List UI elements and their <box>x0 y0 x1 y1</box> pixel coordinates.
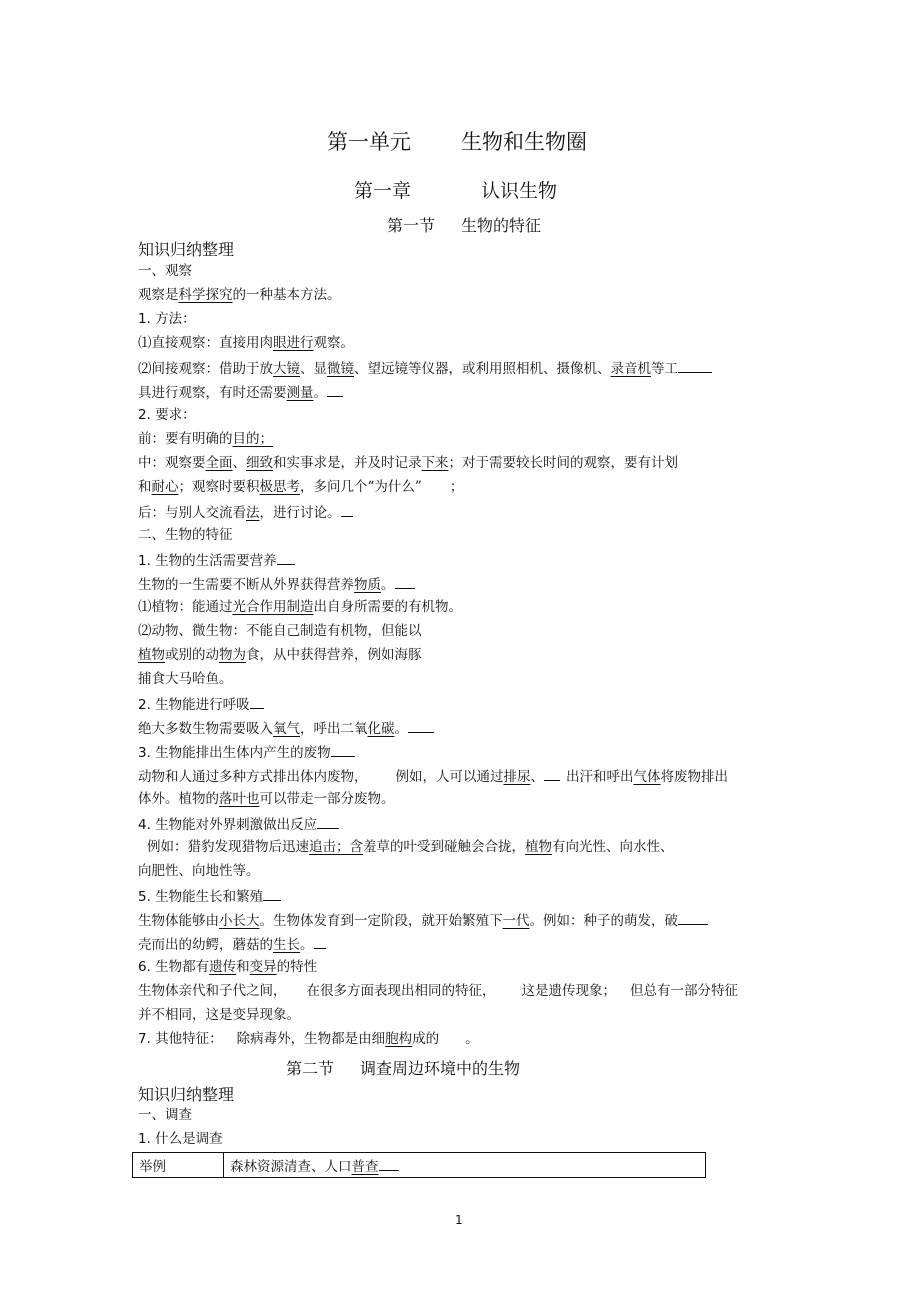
filled-blank: 目的； <box>232 431 273 447</box>
text: 1. 方法： <box>138 311 196 327</box>
filled-blank: 化碳 <box>367 721 395 737</box>
filled-blank: 遗传 <box>209 959 237 975</box>
line-nutrition <box>138 574 415 594</box>
section2-number: 第二节 <box>286 1059 335 1078</box>
text: 。 <box>313 385 327 401</box>
text: 体外。植物的 <box>138 791 219 807</box>
text: 动物和人通过多种方式排出体内废物， <box>138 769 368 785</box>
line-features-header: 二、生物的特征 <box>138 527 233 543</box>
section1-number: 第一节 <box>387 216 436 235</box>
text: 、 <box>232 455 246 471</box>
filled-blank: 落叶也 <box>219 791 260 807</box>
page-number: 1 <box>455 1213 463 1227</box>
text: 。例如：种子的萌发，破 <box>529 913 678 929</box>
line-heredity-cont: 并不相同，这是变异现象。 <box>138 1007 300 1023</box>
text: 和实事求是，并及时记录 <box>273 455 422 471</box>
line-feature-6 <box>138 958 317 976</box>
blank-line <box>331 742 355 757</box>
filled-blank: 微镜 <box>327 361 354 377</box>
text: 、显 <box>300 361 327 377</box>
filled-blank: 耐心 <box>151 479 179 495</box>
line-observation-def <box>138 286 341 304</box>
unit-title <box>327 126 587 156</box>
survey-table <box>132 1152 706 1178</box>
blank-line <box>341 502 353 517</box>
text: 6. 生物都有 <box>138 959 210 975</box>
section1-text: 生物的特征 <box>461 216 542 235</box>
text: 可以带走一部分废物。 <box>259 791 395 807</box>
text: ； <box>449 479 464 495</box>
line-survey-header: 一、调查 <box>138 1107 192 1123</box>
text: 4. 生物能对外界刺激做出反应 <box>138 817 318 833</box>
filled-blank: 全面 <box>205 455 233 471</box>
text: 和 <box>236 959 250 975</box>
blank-line <box>250 694 264 709</box>
line-feature-5 <box>138 886 281 906</box>
chapter-text: 认识生物 <box>481 180 558 202</box>
blank-line <box>678 910 708 925</box>
text: 生物体能够由 <box>138 913 219 929</box>
table-cell-value <box>224 1153 706 1178</box>
line-feature-3 <box>138 742 355 762</box>
text: 的一种基本方法。 <box>232 287 341 303</box>
text: 。 <box>394 721 408 737</box>
line-stimulus <box>147 838 674 856</box>
section1-title <box>387 213 541 236</box>
text: 2. 要求： <box>138 407 196 423</box>
table-row <box>133 1153 706 1178</box>
line-observation-header: 一、观察 <box>138 263 192 279</box>
filled-blank: 法 <box>246 505 260 521</box>
line-waste-cont <box>138 790 395 808</box>
text: 和 <box>138 479 152 495</box>
line-growth-cont <box>138 934 326 954</box>
text: 。生物体发育到一定阶段，就开始繁殖下 <box>259 913 503 929</box>
text: 出汗和呼出 <box>566 769 634 785</box>
filled-blank: 排尿 <box>503 769 531 785</box>
text: 中：观察要 <box>138 455 206 471</box>
line-heredity <box>138 982 738 1000</box>
filled-blank: 普查 <box>351 1159 379 1175</box>
text: ，呼出二氧 <box>300 721 368 737</box>
text: 或别的动 <box>165 647 219 663</box>
filled-blank: 眼进行 <box>273 335 314 351</box>
line-feature-1 <box>138 550 295 570</box>
line-direct-observation <box>138 334 354 352</box>
text: 食，从中获得营养，例如海豚 <box>246 647 422 663</box>
text: 除病毒外，生物都是由细 <box>236 1031 386 1047</box>
text: ；对于需要较长时间的观察，要有计划 <box>448 455 678 471</box>
text: 绝大多数生物需要吸入 <box>138 721 273 737</box>
filled-blank: 生长 <box>273 937 300 953</box>
filled-blank: 光合作用 <box>232 599 287 615</box>
text: 等工 <box>651 361 678 377</box>
filled-blank: 录音机 <box>610 361 651 377</box>
blank-line <box>408 718 434 733</box>
text: ⑴植物：能通过 <box>138 599 233 615</box>
filled-blank: 变异 <box>249 959 277 975</box>
text: 、 <box>530 769 544 785</box>
filled-blank: 物为 <box>219 647 246 663</box>
filled-blank: 极思考 <box>259 479 300 495</box>
line-stimulus-cont: 向肥性、向地性等。 <box>138 863 260 879</box>
text: 羞草的叶受到碰触会合拢， <box>363 839 525 855</box>
filled-blank: 小长大 <box>219 913 260 929</box>
text: ，多问几个“为什么” <box>300 479 422 495</box>
filled-blank: 追击 <box>309 839 336 855</box>
line-waste <box>138 766 728 786</box>
filled-blank: 一代 <box>502 913 530 929</box>
text: 但总有一部分特征 <box>630 983 738 999</box>
line-indirect-observation <box>138 358 712 378</box>
heading-knowledge-2: 知识归纳整理 <box>138 1085 235 1104</box>
filled-blank: 氧气 <box>273 721 300 737</box>
text: 的特性 <box>276 959 318 975</box>
line-requirements-header <box>138 406 196 424</box>
text: ；观察时要积 <box>178 479 260 495</box>
text: 3. 生物能排出生体内产生的废物 <box>138 745 331 761</box>
line-feature-4 <box>138 814 339 834</box>
line-respiration <box>138 718 434 738</box>
text: 1. 生物的生活需要营养 <box>138 553 277 569</box>
text: 出自身所需要的有机物。 <box>313 599 462 615</box>
unit-title-number: 第一单元 <box>327 130 411 154</box>
text: 、望远镜等仪器，或利用照相机、摄像机、 <box>354 361 611 377</box>
text: 。 <box>381 577 395 593</box>
blank-line <box>379 1156 399 1171</box>
line-growth <box>138 910 708 930</box>
text: 例如：猎豹发现猎物后迅速 <box>147 839 309 855</box>
blank-line <box>263 886 281 901</box>
text: 壳而出的幼鳄，蘑菇的 <box>138 937 273 953</box>
filled-blank: 气体 <box>633 769 661 785</box>
text: 有向光性、向水性、 <box>552 839 674 855</box>
text: 5. 生物能生长和繁殖 <box>138 889 264 905</box>
text: ⑴直接观察：直接用肉 <box>138 335 273 351</box>
text: 成的 <box>412 1031 440 1047</box>
filled-blank: 大镜 <box>273 361 300 377</box>
line-survey-what <box>138 1130 223 1148</box>
text: 前：要有明确的 <box>138 431 233 447</box>
line-during-cont <box>138 478 463 496</box>
text: 这是遗传现象； <box>521 983 616 999</box>
blank-line <box>314 934 326 949</box>
filled-blank: 植物 <box>138 647 165 663</box>
text: 生物体亲代和子代之间， <box>138 983 287 999</box>
text: 例如，人可以通过 <box>395 769 504 785</box>
blank-line <box>544 766 560 781</box>
line-after <box>138 502 353 522</box>
text: 具进行观察，有时还需要 <box>138 385 287 401</box>
text: 在很多方面表现出相同的特征， <box>306 983 496 999</box>
text: 后：与别人交流看 <box>138 505 246 521</box>
filled-blank: 细致 <box>246 455 273 471</box>
line-feature-2 <box>138 694 264 714</box>
line-methods-header <box>138 310 196 328</box>
filled-blank: 下来 <box>421 455 449 471</box>
filled-blank: 物质 <box>354 577 381 593</box>
text: 1. 什么是调查 <box>138 1131 223 1147</box>
section2-text: 调查周边环境中的生物 <box>360 1059 521 1078</box>
text: 观察是 <box>138 287 179 303</box>
filled-blank: 植物 <box>525 839 552 855</box>
blank-line <box>277 550 295 565</box>
text: 。 <box>300 937 314 953</box>
line-during <box>138 454 678 472</box>
filled-blank: 胞构 <box>385 1031 413 1047</box>
chapter-title <box>354 176 557 203</box>
filled-blank: 测量 <box>286 385 314 401</box>
blank-line <box>317 814 339 829</box>
heading-knowledge-1: 知识归纳整理 <box>138 240 235 259</box>
text: ，进行讨论。 <box>259 505 341 521</box>
unit-title-text: 生物和生物圈 <box>461 130 587 154</box>
line-animals-cont2: 捕食大马哈鱼。 <box>138 671 233 687</box>
text: 。 <box>465 1031 479 1047</box>
line-before <box>138 430 273 448</box>
text: 森林资源清查、人口 <box>230 1159 352 1175</box>
line-animals-cont <box>138 646 422 664</box>
blank-line <box>327 382 343 397</box>
text: 7. 其他特征： <box>138 1031 223 1047</box>
blank-line <box>395 574 415 589</box>
filled-blank: 制造 <box>286 599 314 615</box>
blank-line <box>678 358 712 373</box>
chapter-number: 第一章 <box>354 180 412 202</box>
text: ⑵间接观察：借助于放 <box>138 361 273 377</box>
line-plants <box>138 598 462 616</box>
section2-title <box>286 1056 520 1079</box>
filled-blank: 科学探究 <box>178 287 233 303</box>
line-indirect-observation-cont <box>138 382 343 402</box>
line-animals: ⑵动物、微生物：不能自己制造有机物，但能以 <box>138 623 422 639</box>
table-cell-label: 举例 <box>133 1153 224 1178</box>
text: 2. 生物能进行呼吸 <box>138 697 250 713</box>
text: 生物的一生需要不断从外界获得营养 <box>138 577 354 593</box>
text: 观察。 <box>313 335 354 351</box>
filled-blank: ；含 <box>336 839 363 855</box>
line-feature-7 <box>138 1030 479 1048</box>
text: 将废物排出 <box>660 769 728 785</box>
